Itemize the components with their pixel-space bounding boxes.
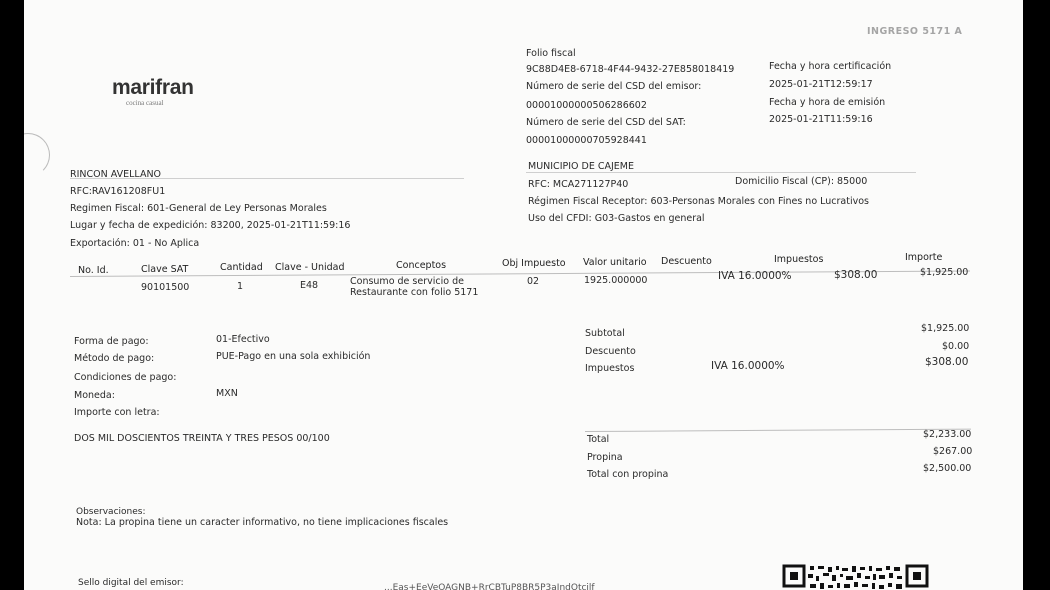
forma-pago-value: 01-Efectivo <box>216 334 270 345</box>
receptor-name: MUNICIPIO DE CAJEME <box>528 161 634 172</box>
cell-importe: $1,925.00 <box>920 267 969 278</box>
totals-divider <box>585 429 971 432</box>
folio-value: 9C88D4E8-6718-4F44-9432-27E858018419 <box>526 64 735 75</box>
cell-concepto-line2: Restaurante con folio 5171 <box>350 287 479 298</box>
company-logo <box>112 77 194 107</box>
sello-emisor-value: ...Eas+EeVeOAGNB+RrCBTuP8BR5P3aIndOtcilf <box>384 583 595 590</box>
emisor-rfc: RFC:RAV161208FU1 <box>70 186 166 197</box>
cell-cantidad: 1 <box>237 281 244 292</box>
total-value: $2,233.00 <box>923 429 972 440</box>
document-type-label: INGRESO 5171 A <box>867 26 963 37</box>
moneda-value: MXN <box>216 388 238 399</box>
col-header-clave-sat: Clave SAT <box>141 264 189 275</box>
cell-clave-unidad: E48 <box>300 280 319 291</box>
importe-letra-label: Importe con letra: <box>74 407 160 418</box>
receptor-rfc: RFC: MCA271127P40 <box>528 179 629 190</box>
col-header-valor-unitario: Valor unitario <box>583 257 647 268</box>
csd-sat-label: Número de serie del CSD del SAT: <box>526 117 686 128</box>
descuento-value: $0.00 <box>942 341 970 352</box>
total-label: Total <box>587 434 610 445</box>
receptor-regimen: Régimen Fiscal Receptor: 603-Personas Morales con Fines no Lucrativos <box>528 196 869 207</box>
logo-tagline: cocina casual <box>126 99 164 107</box>
sello-emisor-label: Sello digital del emisor: <box>78 578 184 588</box>
folio-label: Folio fiscal <box>526 48 576 59</box>
cell-obj-impuesto: 02 <box>527 276 540 287</box>
csd-emisor-label: Número de serie del CSD del emisor: <box>526 81 702 92</box>
propina-value: $267.00 <box>933 446 973 457</box>
propina-label: Propina <box>587 452 623 463</box>
logo-wordmark: marifran <box>112 76 194 99</box>
condiciones-pago-label: Condiciones de pago: <box>74 372 177 383</box>
observaciones-nota: Nota: La propina tiene un caracter informativo, no tiene implicaciones fiscales <box>76 517 449 528</box>
cell-impuesto-tipo: IVA 16.0000% <box>718 270 792 282</box>
emisor-lugar: Lugar y fecha de expedición: 83200, 2025-01-21T11:59:16 <box>70 220 351 231</box>
col-header-importe: Importe <box>905 252 943 263</box>
qr-code-image <box>782 564 929 590</box>
receptor-uso: Uso del CFDI: G03-Gastos en general <box>528 213 705 224</box>
cell-impuesto-monto: $308.00 <box>834 269 878 281</box>
col-header-conceptos: Conceptos <box>396 260 447 271</box>
emit-date-label: Fecha y hora de emisión <box>769 97 886 108</box>
cell-valor-unitario: 1925.000000 <box>584 275 648 286</box>
invoice-page <box>24 0 1023 590</box>
total-con-propina-label: Total con propina <box>587 469 669 480</box>
col-header-clave-unidad: Clave - Unidad <box>275 262 345 273</box>
metodo-pago-value: PUE-Pago en una sola exhibición <box>216 351 371 362</box>
col-header-impuestos: Impuestos <box>774 254 824 265</box>
importe-letra-value: DOS MIL DOSCIENTOS TREINTA Y TRES PESOS 00/100 <box>74 433 330 444</box>
cert-date-value: 2025-01-21T12:59:17 <box>769 79 873 90</box>
col-header-cantidad: Cantidad <box>220 262 263 273</box>
metodo-pago-label: Método de pago: <box>74 353 155 364</box>
col-header-obj-impuesto: Obj Impuesto <box>502 258 566 269</box>
impuestos-label: Impuestos <box>585 363 635 374</box>
cert-date-label: Fecha y hora certificación <box>769 61 892 72</box>
punch-hole-mark <box>24 133 50 177</box>
emit-date-value: 2025-01-21T11:59:16 <box>769 114 873 125</box>
cell-clave-sat: 90101500 <box>141 282 190 293</box>
subtotal-value: $1,925.00 <box>921 323 970 334</box>
descuento-label: Descuento <box>585 346 636 357</box>
cell-concepto-line1: Consumo de servicio de <box>350 276 464 287</box>
col-header-no-id: No. Id. <box>78 265 109 276</box>
impuestos-value: $308.00 <box>925 356 969 368</box>
receptor-domicilio: Domicilio Fiscal (CP): 85000 <box>735 176 868 187</box>
emisor-regimen: Regimen Fiscal: 601-General de Ley Personas Morales <box>70 203 327 214</box>
observaciones-label: Observaciones: <box>76 507 146 517</box>
csd-emisor-value: 00001000000506286602 <box>526 100 647 111</box>
csd-sat-value: 00001000000705928441 <box>526 135 647 146</box>
subtotal-label: Subtotal <box>585 328 625 339</box>
emisor-exportacion: Exportación: 01 - No Aplica <box>70 238 200 249</box>
total-con-propina-value: $2,500.00 <box>923 463 972 474</box>
emisor-name: RINCON AVELLANO <box>70 169 162 180</box>
moneda-label: Moneda: <box>74 390 115 401</box>
col-header-descuento: Descuento <box>661 256 712 267</box>
forma-pago-label: Forma de pago: <box>74 336 149 347</box>
impuestos-tipo: IVA 16.0000% <box>711 360 785 372</box>
